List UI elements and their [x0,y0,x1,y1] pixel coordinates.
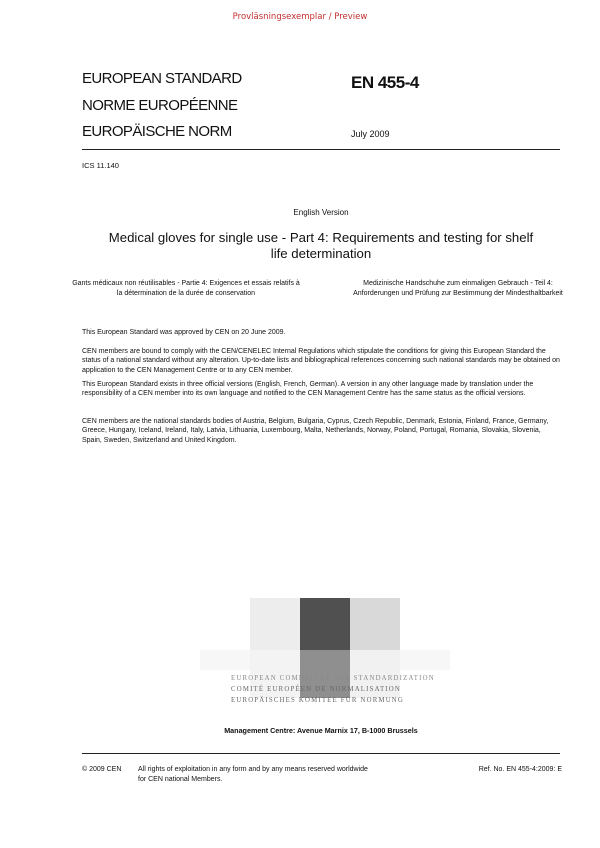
copyright: © 2009 CEN [82,766,122,773]
version-label: English Version [293,208,349,217]
title-german: Medizinische Handschuhe zum einmaligen Gebrauch - Teil 4: Anforderungen und Prüfung zur Bestimmung der Mindesthaltbarkeit [353,280,563,297]
header-divider [82,149,560,150]
cen-name-french: COMITÉ EUROPÉEN DE NORMALISATION [231,686,401,693]
versions-paragraph: This European Standard exists in three official versions (English, French, German). A version in any other language made by translation under the responsibility of a CEN member into its own language and notified to the CEN Management Centre has the same status as the official versions. [82,381,534,398]
cen-name-german: EUROPÄISCHES KOMITEE FÜR NORMUNG [231,697,405,704]
members-paragraph: CEN members are the national standards bodies of Austria, Belgium, Bulgaria, Cyprus, Czech Republic, Denmark, Estonia, Finland, France, Germany, Greece, Hungary, Iceland, Ireland, Italy, Latvia, Lithuania, Luxembourg, Malta, Netherlands, Norway, Poland, Portugal, Romania, Slovakia, Slovenia, Spain, Sweden, Switzerland and United Kingdom. [82,418,549,444]
document-title: Medical gloves for single use - Part 4: Requirements and testing for shelf life determination [108,230,534,261]
compliance-paragraph: CEN members are bound to comply with the CEN/CENELEC Internal Regulations which stipulate the conditions for giving this European Standard the status of a national standard without any alteration. Up-to-date lists and bibliographical references concerning such national standards may be obtained on application to the CEN Management Centre or to any CEN member. [82,348,560,374]
management-centre-address: Management Centre: Avenue Marnix 17, B-1000 Brussels [224,726,418,735]
rights-statement: All rights of exploitation in any form and by any means reserved worldwide for CEN national Members. [138,766,368,783]
title-europaeische-norm: EUROPÄISCHE NORM [82,123,232,140]
cen-logo [200,598,450,710]
approval-paragraph: This European Standard was approved by CEN on 20 June 2009. [82,329,286,336]
ics-code: ICS 11.140 [82,161,119,170]
cen-name-english: EUROPEAN COMMITTEE FOR STANDARDIZATION [231,675,435,682]
publication-date: July 2009 [351,129,390,139]
title-norme-europeenne: NORME EUROPÉENNE [82,97,238,114]
title-european-standard: EUROPEAN STANDARD [82,70,242,87]
title-french: Gants médicaux non réutilisables - Partie 4: Exigences et essais relatifs à la détermination de la durée de conservation [72,280,300,297]
reference-number: Ref. No. EN 455-4:2009: E [478,766,562,773]
footer-divider [82,753,560,754]
preview-banner: Provläsningsexemplar / Preview [232,12,368,22]
standard-number: EN 455-4 [351,73,419,92]
